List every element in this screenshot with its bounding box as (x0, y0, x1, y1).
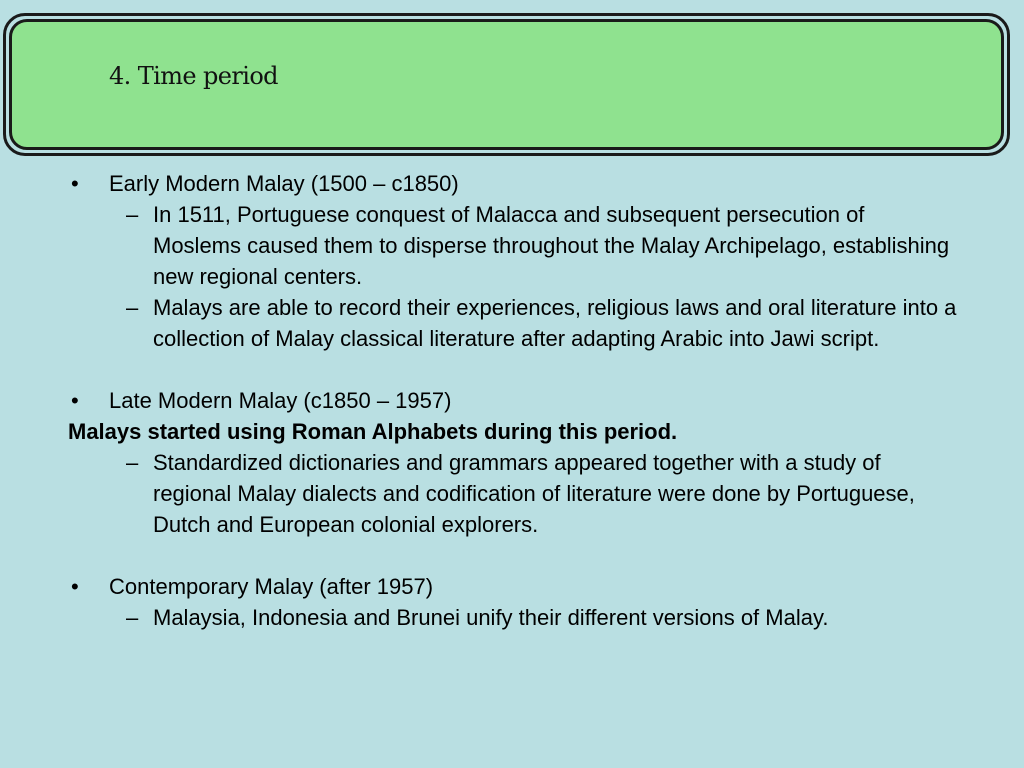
sub-point (0, 447, 1024, 540)
section-late-modern (0, 385, 1024, 416)
spacer (0, 354, 1024, 385)
section-heading: Late Modern Malay (c1850 – 1957) (109, 388, 452, 413)
section-heading: Contemporary Malay (after 1957) (109, 574, 434, 599)
dash-bullet-icon: – (126, 450, 139, 475)
sub-point (0, 292, 1024, 354)
title-banner (3, 13, 1010, 156)
bullet-icon: • (71, 171, 79, 196)
sub-point-text: Malays are able to record their experiences, religious laws and oral literature into a collection of Malay classical literature after adapting Arabic into Jawi script. (153, 295, 957, 351)
sub-point (0, 602, 1024, 633)
sub-point-text: Malaysia, Indonesia and Brunei unify their different versions of Malay. (153, 605, 829, 630)
spacer (0, 540, 1024, 571)
sub-point (0, 199, 1024, 292)
sub-point-text: In 1511, Portuguese conquest of Malacca and subsequent persecution of Moslems caused them to disperse throughout the Malay Archipelago, establishing new regional centers. (153, 202, 950, 289)
dash-bullet-icon: – (126, 295, 139, 320)
bullet-icon: • (71, 388, 79, 413)
section-contemporary (0, 571, 1024, 602)
dash-bullet-icon: – (126, 202, 139, 227)
sub-point-text: Standardized dictionaries and grammars appeared together with a study of regional Malay dialects and codification of literature were done by Portuguese, Dutch and European colonial explorers. (153, 450, 915, 537)
bullet-icon: • (71, 574, 79, 599)
section-early-modern (0, 168, 1024, 199)
section-heading: Early Modern Malay (1500 – c1850) (109, 171, 459, 196)
section-note: Malays started using Roman Alphabets during this period. (68, 419, 678, 444)
title-banner-fill (9, 19, 1004, 150)
slide-body (0, 168, 1024, 633)
dash-bullet-icon: – (126, 605, 139, 630)
slide-title: 4. Time period (109, 62, 278, 90)
